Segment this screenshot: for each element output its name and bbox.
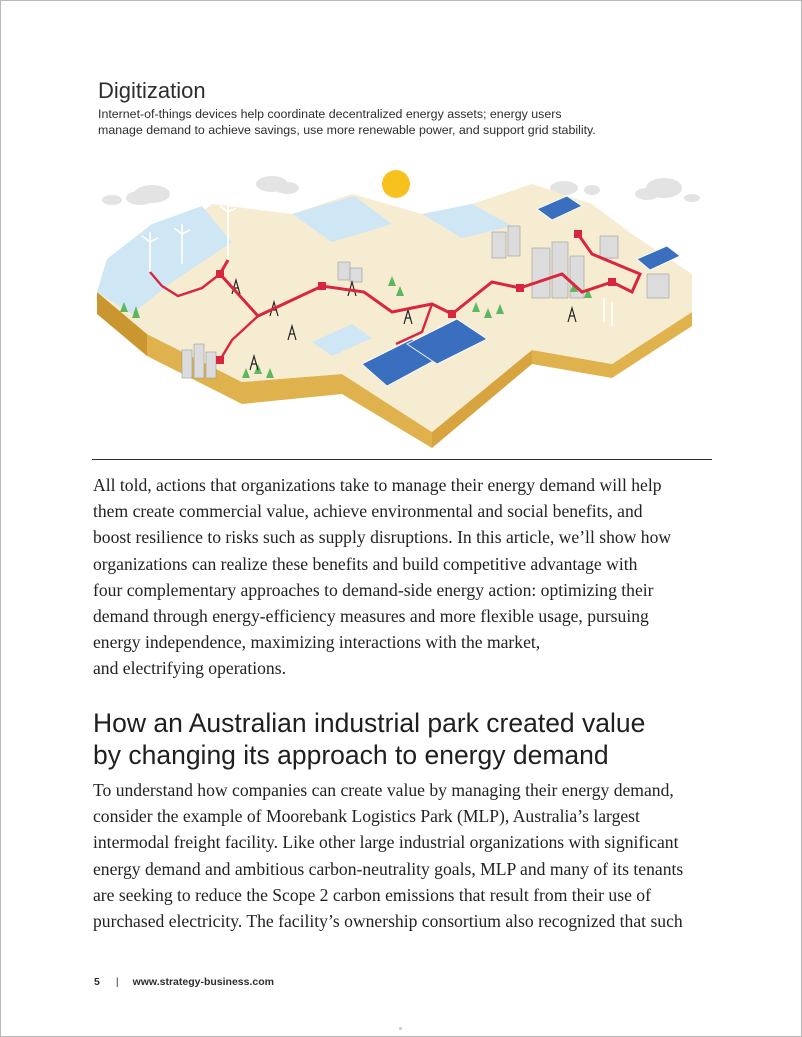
land-base xyxy=(97,184,692,448)
page-number: 5 xyxy=(94,976,100,988)
caption-line: manage demand to achieve savings, use more renewable power, and support grid stability. xyxy=(98,122,596,137)
text-line: and electrifying operations. xyxy=(93,658,286,679)
sun-icon xyxy=(382,170,410,198)
text-line: demand through energy-efficiency measures and more flexible usage, pursuing xyxy=(93,606,649,627)
decentralized-energy-illustration xyxy=(92,164,712,448)
figure-caption xyxy=(98,107,658,138)
heading-line: How an Australian industrial park created value xyxy=(93,708,646,738)
section-heading xyxy=(93,707,713,771)
figure-title: Digitization xyxy=(98,78,206,103)
text-line: organizations can realize these benefits and build competitive advantage with xyxy=(93,553,638,574)
paragraph-mlp xyxy=(93,777,715,934)
text-line: All told, actions that organizations take to manage their energy demand will help xyxy=(93,475,662,495)
heading-line: by changing its approach to energy demand xyxy=(93,740,609,770)
text-line: them create commercial value, achieve environmental and social benefits, and xyxy=(93,501,643,522)
text-line: are seeking to reduce the Scope 2 carbon emissions that result from their use of xyxy=(93,884,651,905)
text-line: intermodal freight facility. Like other large industrial organizations with significant xyxy=(93,832,679,853)
page-marker-dot xyxy=(399,1027,402,1030)
page-footer xyxy=(94,976,274,988)
website-link[interactable]: www.strategy-business.com xyxy=(132,976,274,988)
text-line: consider the example of Moorebank Logistics Park (MLP), Australia’s largest xyxy=(93,806,640,827)
section-divider xyxy=(92,459,712,460)
text-line: four complementary approaches to demand-side energy action: optimizing their xyxy=(93,579,654,600)
caption-line: Internet-of-things devices help coordinate decentralized energy assets; energy users xyxy=(98,107,562,121)
footer-separator: | xyxy=(115,976,119,988)
text-line: To understand how companies can create value by managing their energy demand, xyxy=(93,780,674,800)
text-line: purchased electricity. The facility’s ownership consortium also recognized that such xyxy=(93,911,683,932)
text-line: boost resilience to risks such as supply disruptions. In this article, we’ll show how xyxy=(93,527,672,548)
text-line: energy independence, maximizing interactions with the market, xyxy=(93,632,541,653)
text-line: energy demand and ambitious carbon-neutrality goals, MLP and many of its tenants xyxy=(93,858,684,879)
paragraph-intro xyxy=(93,472,713,682)
